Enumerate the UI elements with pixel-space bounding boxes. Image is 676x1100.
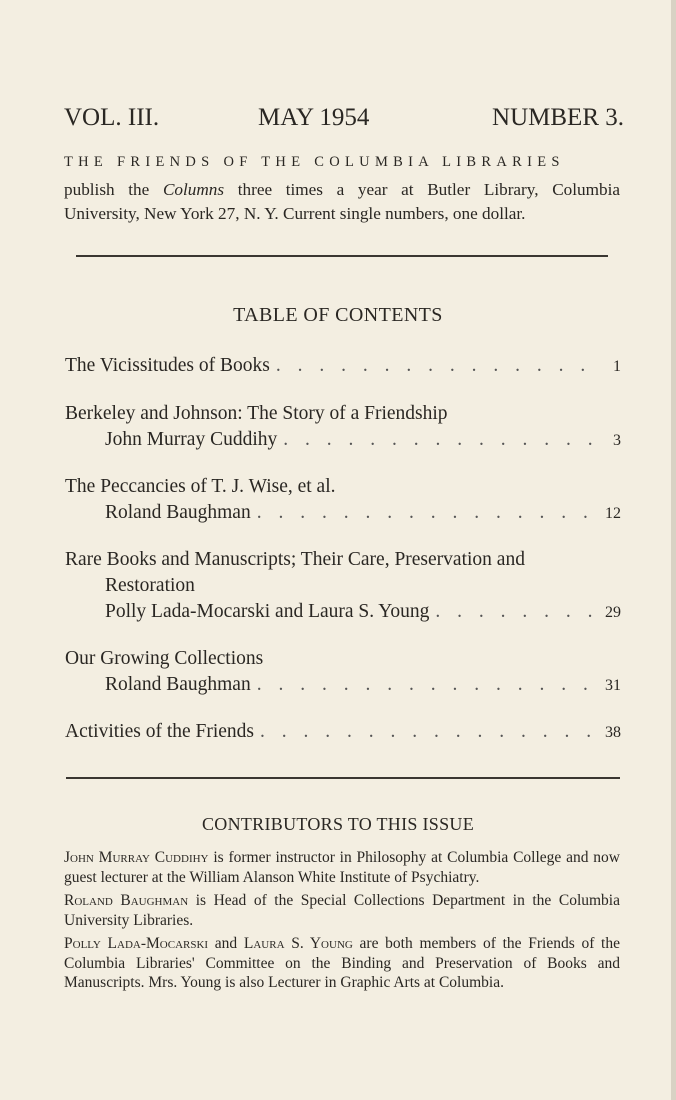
toc-entry bbox=[65, 353, 621, 379]
toc-line bbox=[65, 353, 621, 379]
toc-line bbox=[65, 672, 621, 698]
toc-line bbox=[65, 401, 621, 427]
toc-line bbox=[65, 719, 621, 745]
pub-text-c: three times a year at Butler Library, Columbia bbox=[224, 180, 620, 199]
issue-number: NUMBER 3. bbox=[492, 104, 624, 131]
contributor-entry bbox=[64, 891, 620, 930]
publication-info-line-1 bbox=[64, 178, 620, 202]
publisher-name: THE FRIENDS OF THE COLUMBIA LIBRARIES bbox=[64, 154, 565, 170]
toc-page: 38 bbox=[605, 724, 621, 741]
page-edge bbox=[671, 0, 676, 1100]
toc-heading: TABLE OF CONTENTS bbox=[233, 304, 443, 326]
contributor-bio: are both members of the Friends of the Columbia Libraries' Committee on the Binding and Preservation of Books and Manuscripts. Mrs. Young is also Lecturer in Graphic Arts at Columbia. bbox=[64, 935, 620, 991]
toc-line bbox=[65, 474, 621, 500]
contributor-bio: is Head of the Special Collections Department in the Columbia University Libraries. bbox=[64, 892, 620, 929]
toc-page: 3 bbox=[613, 432, 621, 449]
journal-title: Columns bbox=[162, 180, 225, 199]
toc-entry bbox=[65, 646, 621, 698]
toc-line bbox=[65, 573, 621, 599]
contributors-list bbox=[64, 848, 620, 997]
dot-leader bbox=[435, 599, 597, 625]
contributor-bio: is former instructor in Philosophy at Columbia College and now guest lecturer at the William Alanson White Institute of Psychiatry. bbox=[64, 849, 620, 886]
toc-title: Activities of the Friends bbox=[65, 721, 255, 742]
toc-line bbox=[65, 646, 621, 672]
pub-text-a: publish the bbox=[64, 180, 163, 199]
divider-rule-top bbox=[76, 255, 608, 257]
toc-title: The Peccancies of T. J. Wise, et al. bbox=[65, 476, 336, 497]
toc-title: Our Growing Collections bbox=[65, 648, 264, 669]
toc-title: The Vicissitudes of Books bbox=[65, 355, 270, 376]
toc-line bbox=[65, 599, 621, 625]
toc-line bbox=[65, 500, 621, 526]
toc-page: 31 bbox=[605, 677, 621, 694]
publication-info-line-2: University, New York 27, N. Y. Current single numbers, one dollar. bbox=[64, 204, 526, 223]
toc-title: Berkeley and Johnson: The Story of a Friendship bbox=[65, 403, 448, 424]
contributor-name: Laura S. Young bbox=[243, 935, 353, 952]
toc-title-continued: Restoration bbox=[105, 575, 195, 596]
dot-leader bbox=[257, 672, 597, 698]
toc-page: 1 bbox=[613, 358, 621, 375]
divider-rule-bottom bbox=[66, 777, 620, 779]
toc-line bbox=[65, 547, 621, 573]
dot-leader bbox=[260, 719, 597, 745]
dot-leader bbox=[276, 353, 597, 379]
toc-author: Roland Baughman bbox=[105, 674, 251, 695]
toc-author: Polly Lada-Mocarski and Laura S. Young bbox=[105, 601, 430, 622]
toc-entry bbox=[65, 547, 621, 625]
toc-entry bbox=[65, 474, 621, 526]
contributors-heading: CONTRIBUTORS TO THIS ISSUE bbox=[201, 814, 475, 834]
toc-author: John Murray Cuddihy bbox=[105, 429, 278, 450]
contributor-entry bbox=[64, 934, 620, 993]
contributor-name: John Murray Cuddihy bbox=[64, 849, 209, 866]
toc-line bbox=[65, 427, 621, 453]
contributor-entry bbox=[64, 848, 620, 887]
publication-info bbox=[64, 178, 620, 226]
table-of-contents bbox=[65, 353, 621, 745]
toc-page: 29 bbox=[605, 604, 621, 621]
issue-date: MAY 1954 bbox=[258, 104, 370, 131]
contributor-and: and bbox=[208, 935, 244, 952]
dot-leader bbox=[283, 427, 597, 453]
toc-entry bbox=[65, 719, 621, 745]
contributor-name: Polly Lada-Mocarski bbox=[64, 935, 209, 952]
toc-author: Roland Baughman bbox=[105, 502, 251, 523]
volume-label: VOL. III. bbox=[64, 104, 160, 131]
dot-leader bbox=[257, 500, 597, 526]
toc-page: 12 bbox=[605, 505, 621, 522]
masthead bbox=[64, 104, 624, 140]
toc-title: Rare Books and Manuscripts; Their Care, Preservation and bbox=[65, 549, 525, 570]
toc-entry bbox=[65, 401, 621, 453]
contributor-name: Roland Baughman bbox=[64, 892, 189, 909]
